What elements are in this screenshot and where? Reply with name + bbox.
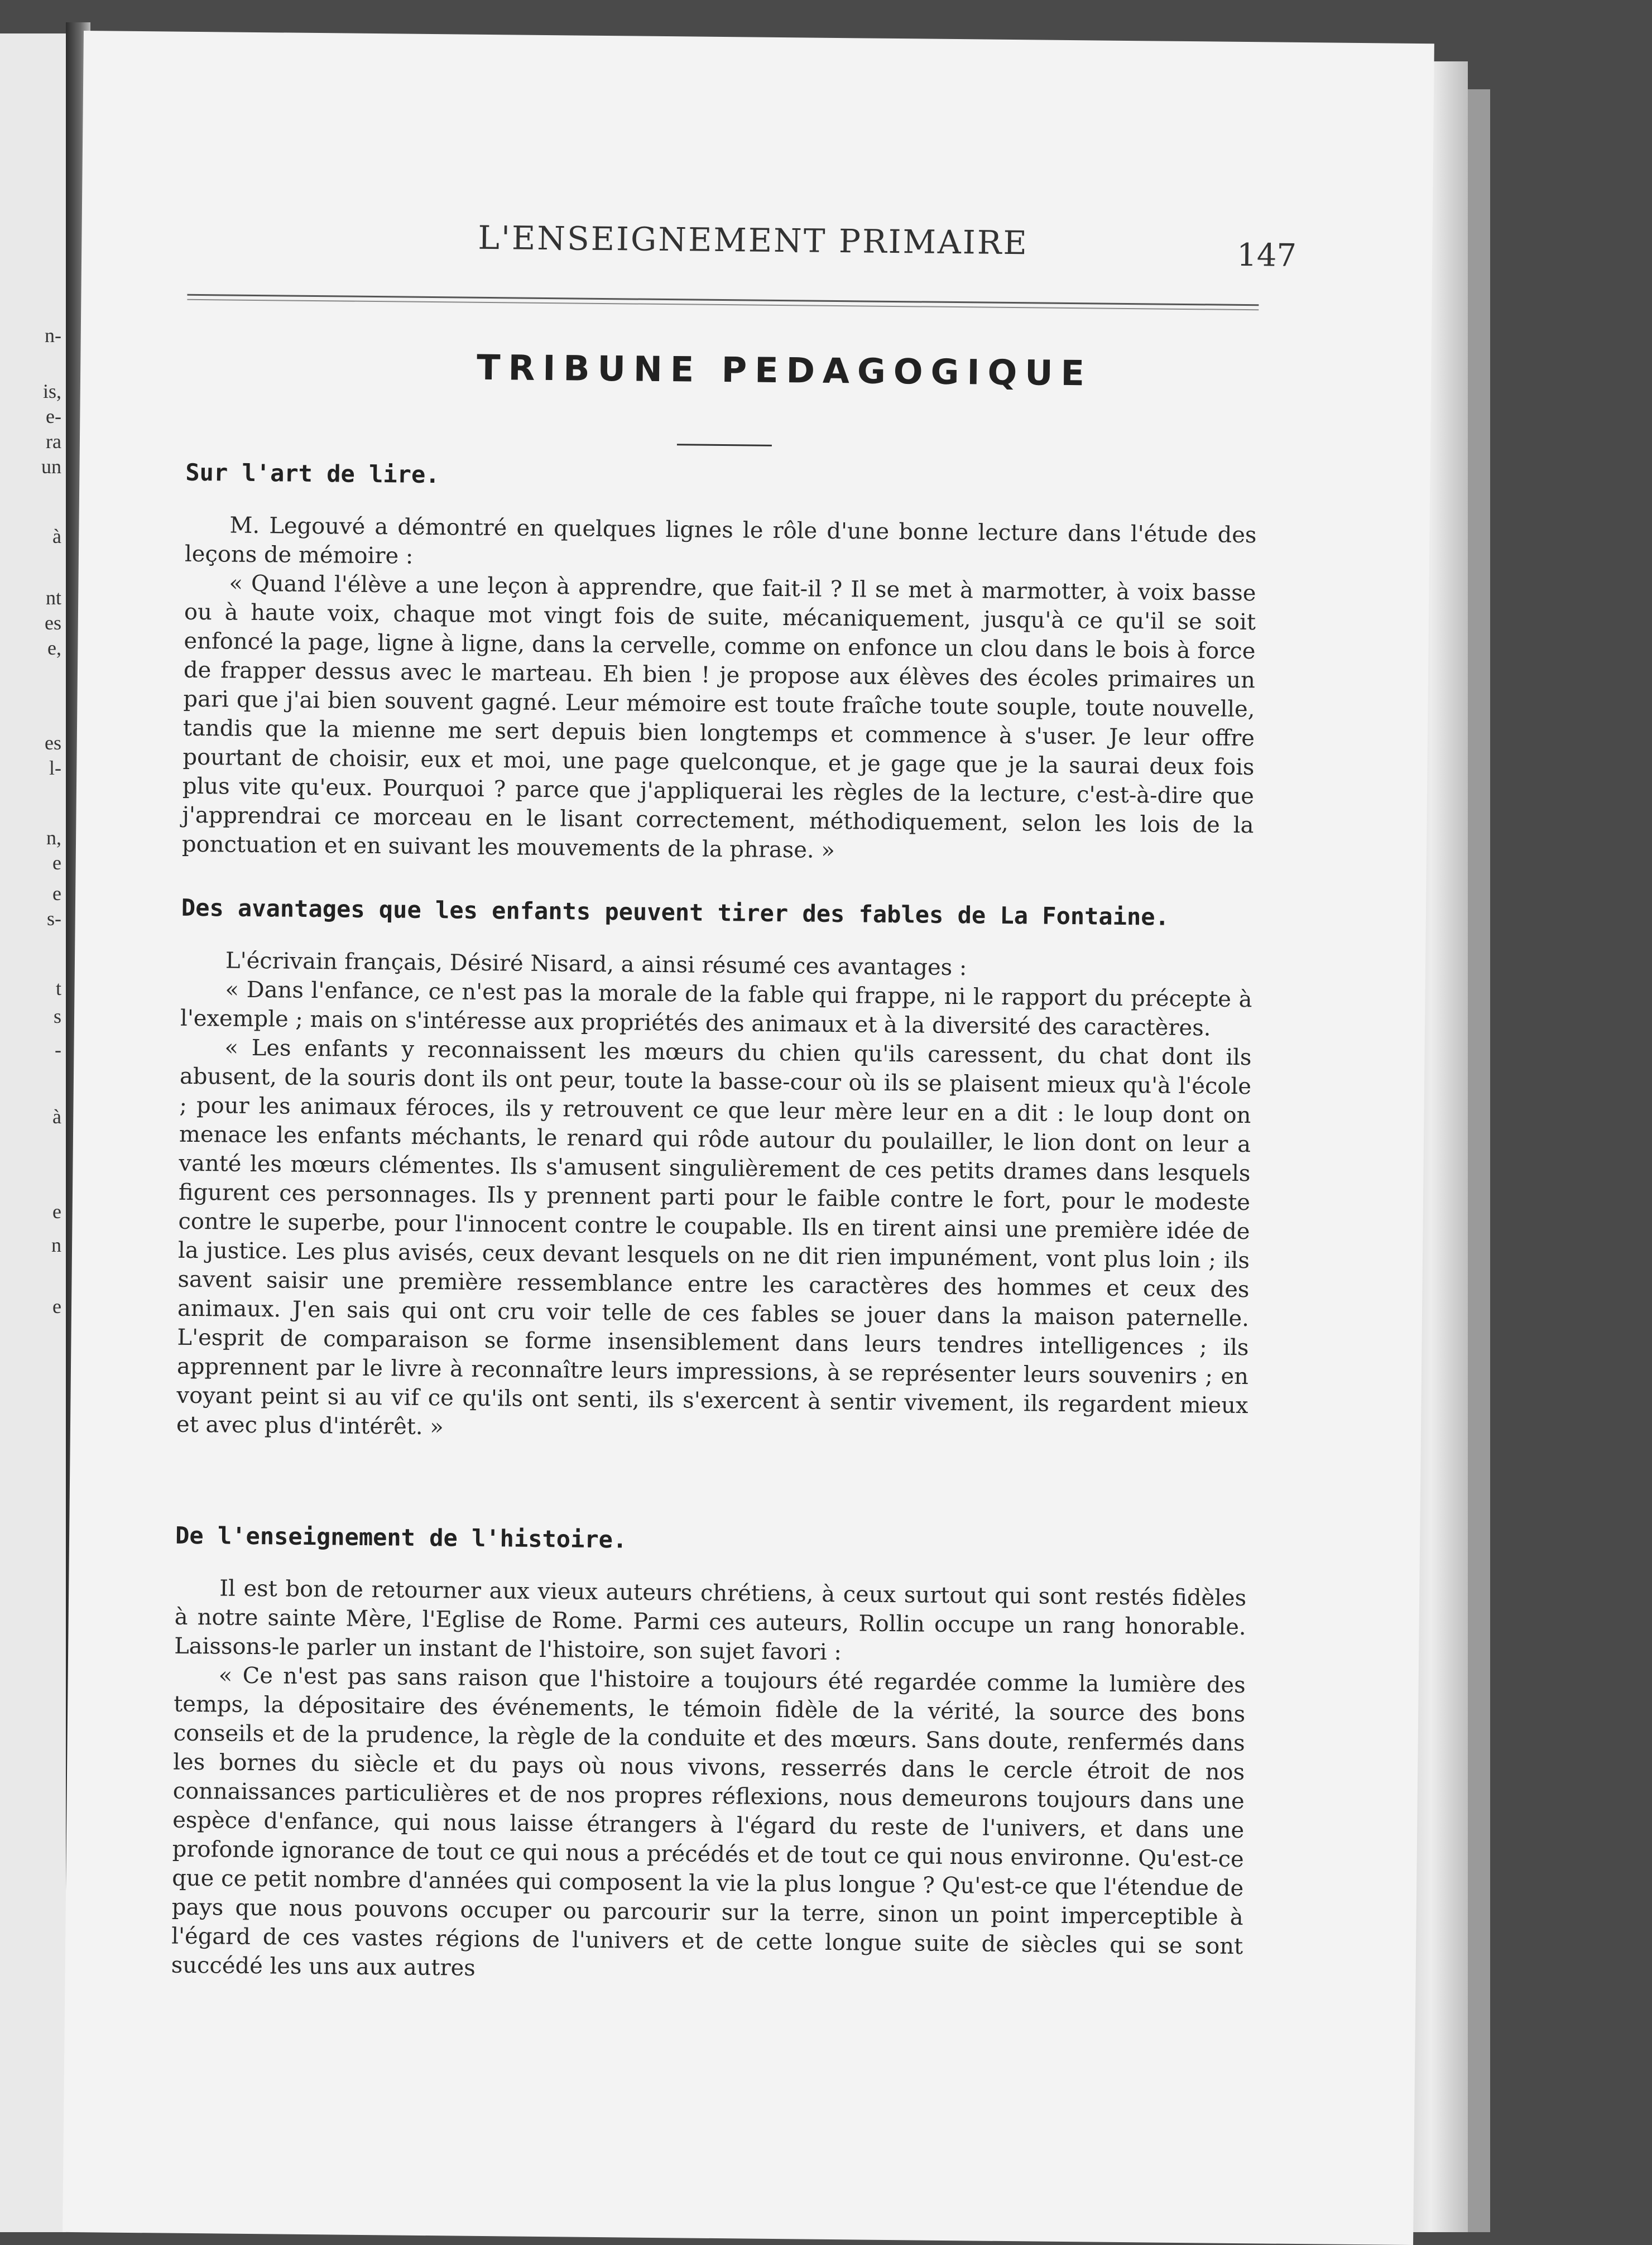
facing-page-fragment: is, xyxy=(42,380,61,402)
facing-page-fragment: nt xyxy=(45,587,61,609)
page-content xyxy=(171,32,1297,1981)
facing-page-fragment: n xyxy=(51,1234,61,1256)
facing-page-fragment: s- xyxy=(47,907,61,930)
running-title: L'ENSEIGNEMENT PRIMAIRE xyxy=(478,218,1029,262)
facing-page-fragment: s xyxy=(53,1005,61,1027)
facing-page-fragment: e, xyxy=(47,637,61,659)
facing-page-fragment: e xyxy=(52,882,61,905)
facing-page-fragment: l- xyxy=(49,757,61,779)
article-quote: « Quand l'élève a une leçon à apprendre, que fait-il ? Il se met à marmotter, à voix basse ou à haute voix, chaque mot vingt fois de suite, mécaniquement, jusqu'à ce qu'il se soit enfoncé la page, ligne à ligne, dans la cervelle, comme on enfonce un clou dans le bois à force de frapper dessus avec le marteau. Eh bien ! je propose aux élèves des écoles primaires un pari que j'ai bien souvent gagné. Leur mémoire est toute fraîche toute souple, toute nouvelle, tandis que la mienne me sert depuis bien longtemps et commence à s'user. Je leur offre pourtant de choisir, eux et moi, une page quelconque, et je gage que je la saurai deux fois plus vite qu'eux. Pourquoi ? parce que j'appliquerai les règles de la lecture, c'est-à-dire que j'apprendrai ce morceau en le lisant correctement, méthodiquement, selon les lois de la ponctuation et en suivant les mouvements de la phrase. » xyxy=(181,570,1256,863)
facing-page-edge xyxy=(0,33,66,2232)
facing-page-fragment: e xyxy=(52,852,61,874)
title-rule xyxy=(677,444,772,446)
facing-page-fragment: t xyxy=(55,977,61,999)
article-title: Des avantages que les enfants peuvent tirer des fables de La Fontaine. xyxy=(181,893,1170,931)
facing-page-fragment: à xyxy=(52,525,61,547)
facing-page-fragment: es xyxy=(45,732,61,754)
facing-page-fragment: n, xyxy=(46,826,61,849)
facing-page-fragment: n- xyxy=(45,324,61,347)
facing-page-fragment: e xyxy=(52,1295,61,1318)
facing-page-fragment: e- xyxy=(46,405,61,427)
facing-page-fragment: es xyxy=(45,612,61,634)
article-quote: « Les enfants y reconnaissent les mœurs du chien qu'ils caressent, du chat dont ils abusent, de la souris dont ils ont peur, toute la basse-cour où ils se plaisent mieux qu'à l'école ; pour les animaux féroces, ils y retrouvent ce que leur mère leur en a dit : le loup dont on menace les enfants méchants, le renard qui rôde autour du poulailler, le lion dont on leur a vanté les mœurs clémentes. Ils s'amusent singulièrement de ces petits drames dans lesquels figurent ces personnages. Ils y prennent parti pour le faible contre le fort, pour le modeste contre le superbe, pour l'innocent contre le coupable. Ils en tirent ainsi une première idée de la justice. Les plus avisés, ceux devant lesquels on ne dit rien impunément, vont plus loin ; ils savent saisir une première ressemblance entre les caractères des hommes et ceux des animaux. J'en sais qui ont cru voir telle de ces fables se jouer dans la maison paternelle. L'esprit de comparaison se forme insensiblement dans leurs tendres intelligences ; ils apprennent par le livre à reconnaître leurs impressions, à se représenter leurs souvenirs ; en voyant peint si au vif ce qu'ils ont senti, ils s'exercent à sentir vivement, ils regardent mieux et avec plus d'intérêt. » xyxy=(176,1035,1252,1440)
header-rule xyxy=(187,294,1259,310)
section-title: TRIBUNE PEDAGOGIQUE xyxy=(476,347,1093,394)
facing-page-fragment: ra xyxy=(46,430,61,453)
article-quote: « Dans l'enfance, ce n'est pas la morale de la fable qui frappe, ni le rapport du précepte à l'exemple ; mais on s'intéresse aux propriétés des animaux et à la diversité des caractères. xyxy=(180,977,1252,1041)
book-page xyxy=(63,31,1434,2245)
article-paragraph: L'écrivain français, Désiré Nisard, a ainsi résumé ces avantages : xyxy=(225,948,967,981)
article-art-de-lire xyxy=(182,459,1257,869)
facing-page-fragment: un xyxy=(41,455,61,478)
article-paragraph: M. Legouvé a démontré en quelques lignes le rôle d'une bonne lecture dans l'étude des leçons de mémoire : xyxy=(184,512,1257,569)
facing-page-fragment: e xyxy=(52,1200,61,1223)
article-fables-la-fontaine xyxy=(176,894,1253,1449)
article-quote: « Ce n'est pas sans raison que l'histoire a toujours été regardée comme la lumière des temps, la dépositaire des événements, le témoin fidèle de la vérité, la source des bons conseils et de la prudence, la règle de la conduite et des mœurs. Sans doute, renfermés dans les bornes du siècle et du pays où nous vivons, resserrés dans le cercle étroit de nos connaissances particulières et de nos propres réflexions, nous demeurons toujours dans une espèce d'enfance, qui nous laisse étrangers à l'égard du reste de l'univers, et dans une profonde ignorance de tout ce qui nous a précédés et de tout ce qui nous environne. Qu'est-ce que ce petit nombre d'années qui composent la vie la plus longue ? Qu'est-ce que l'étendue de pays que nous pouvons occuper ou parcourir sur la terre, sinon un point imperceptible à l'égard de ces vastes régions de l'univers et de cette longue suite de siècles qui se sont succédé les uns aux autres xyxy=(171,1662,1246,1981)
facing-page-fragment: - xyxy=(55,1039,61,1061)
page-number: 147 xyxy=(1236,237,1297,274)
article-paragraph: Il est bon de retourner aux vieux auteurs chrétiens, à ceux surtout qui sont restés fidèles à notre sainte Mère, l'Eglise de Rome. Parmi ces auteurs, Rollin occupe un rang honorable. Laissons-le parler un instant de l'histoire, son sujet favori : xyxy=(174,1575,1247,1666)
facing-page-fragment: à xyxy=(52,1105,61,1128)
article-title: De l'enseignement de l'histoire. xyxy=(175,1521,627,1554)
article-title: Sur l'art de lire. xyxy=(185,458,440,489)
article-enseignement-histoire xyxy=(171,1522,1247,1990)
page-stack-shadow xyxy=(1468,89,1490,2232)
